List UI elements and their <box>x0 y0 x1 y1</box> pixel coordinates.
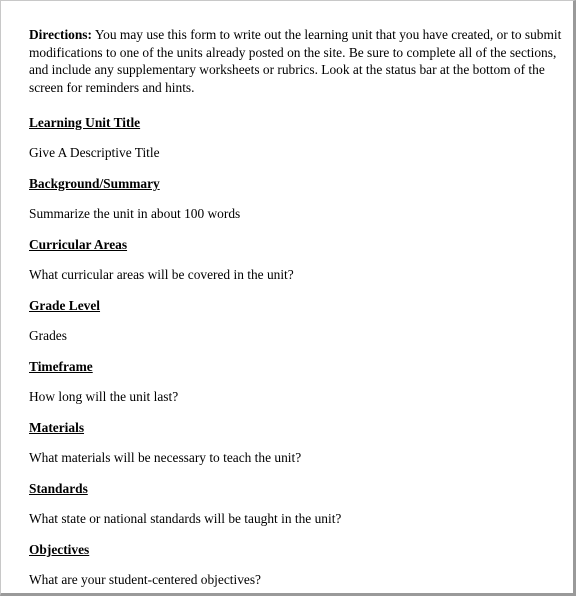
section-prompt[interactable]: What materials will be necessary to teach the unit? <box>29 450 302 465</box>
section-heading: Standards <box>29 481 88 496</box>
section-prompt[interactable]: How long will the unit last? <box>29 389 179 404</box>
section-prompt[interactable]: Summarize the unit in about 100 words <box>29 206 241 221</box>
section-standards <box>29 480 563 528</box>
section-heading: Timeframe <box>29 359 93 374</box>
section-materials <box>29 419 563 467</box>
directions-paragraph <box>29 26 563 96</box>
section-heading: Objectives <box>29 542 90 557</box>
directions-text: You may use this form to write out the learning unit that you have created, or to submit modifications to one of the units already posted on the site. Be sure to complete all of the sections, and include any supplementary worksheets or rubrics. Look at the status bar at the bottom of the screen for reminders and hints. <box>29 27 562 95</box>
section-heading: Curricular Areas <box>29 237 128 252</box>
section-prompt[interactable]: What state or national standards will be taught in the unit? <box>29 511 342 526</box>
section-heading: Grade Level <box>29 298 101 313</box>
section-prompt[interactable]: What are your student-centered objectives? <box>29 572 261 587</box>
document-content <box>29 26 563 596</box>
section-prompt[interactable]: Give A Descriptive Title <box>29 145 160 160</box>
section-background-summary <box>29 175 563 223</box>
section-heading: Learning Unit Title <box>29 115 141 130</box>
section-heading: Background/Summary <box>29 176 160 191</box>
section-grade-level <box>29 297 563 345</box>
section-curricular-areas <box>29 236 563 284</box>
section-heading: Materials <box>29 420 85 435</box>
section-timeframe <box>29 358 563 406</box>
section-prompt[interactable]: What curricular areas will be covered in the unit? <box>29 267 294 282</box>
section-prompt[interactable]: Grades <box>29 328 67 343</box>
section-objectives <box>29 541 563 589</box>
directions-label: Directions: <box>29 27 92 42</box>
section-learning-unit-title <box>29 114 563 162</box>
